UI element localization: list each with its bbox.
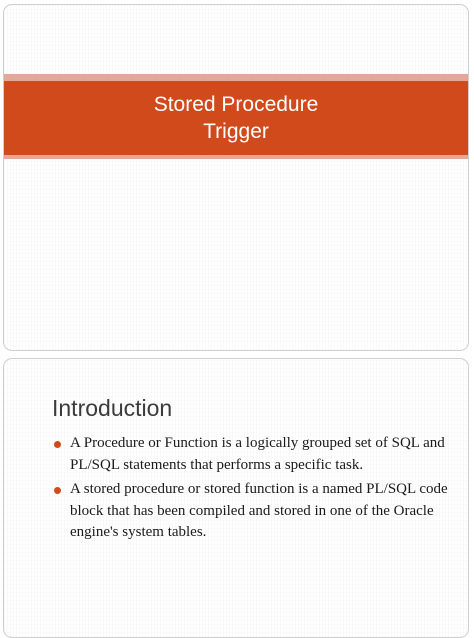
title-band: [4, 81, 468, 155]
title-slide: [3, 4, 469, 351]
accent-bar-top: [4, 74, 468, 81]
title-line-2: Trigger: [203, 120, 269, 143]
accent-bar-bottom: [4, 155, 468, 159]
title-line-1: Stored Procedure: [153, 93, 319, 116]
introduction-slide: [3, 358, 469, 638]
bullet-item: [50, 433, 455, 476]
bullet-item: [50, 479, 455, 544]
bullet-text: A Procedure or Function is a logically grouped set of SQL and PL/SQL statements that performs a specific task.: [70, 435, 445, 473]
bullet-text: A stored procedure or stored function is a named PL/SQL code block that has been compiled and stored in one of the Oracle engine's system tables.: [70, 481, 448, 540]
slide-heading: Introduction: [52, 395, 173, 421]
bullet-dot-icon: [54, 487, 61, 494]
bullet-dot-icon: [54, 441, 61, 448]
bullet-list: [50, 433, 455, 547]
